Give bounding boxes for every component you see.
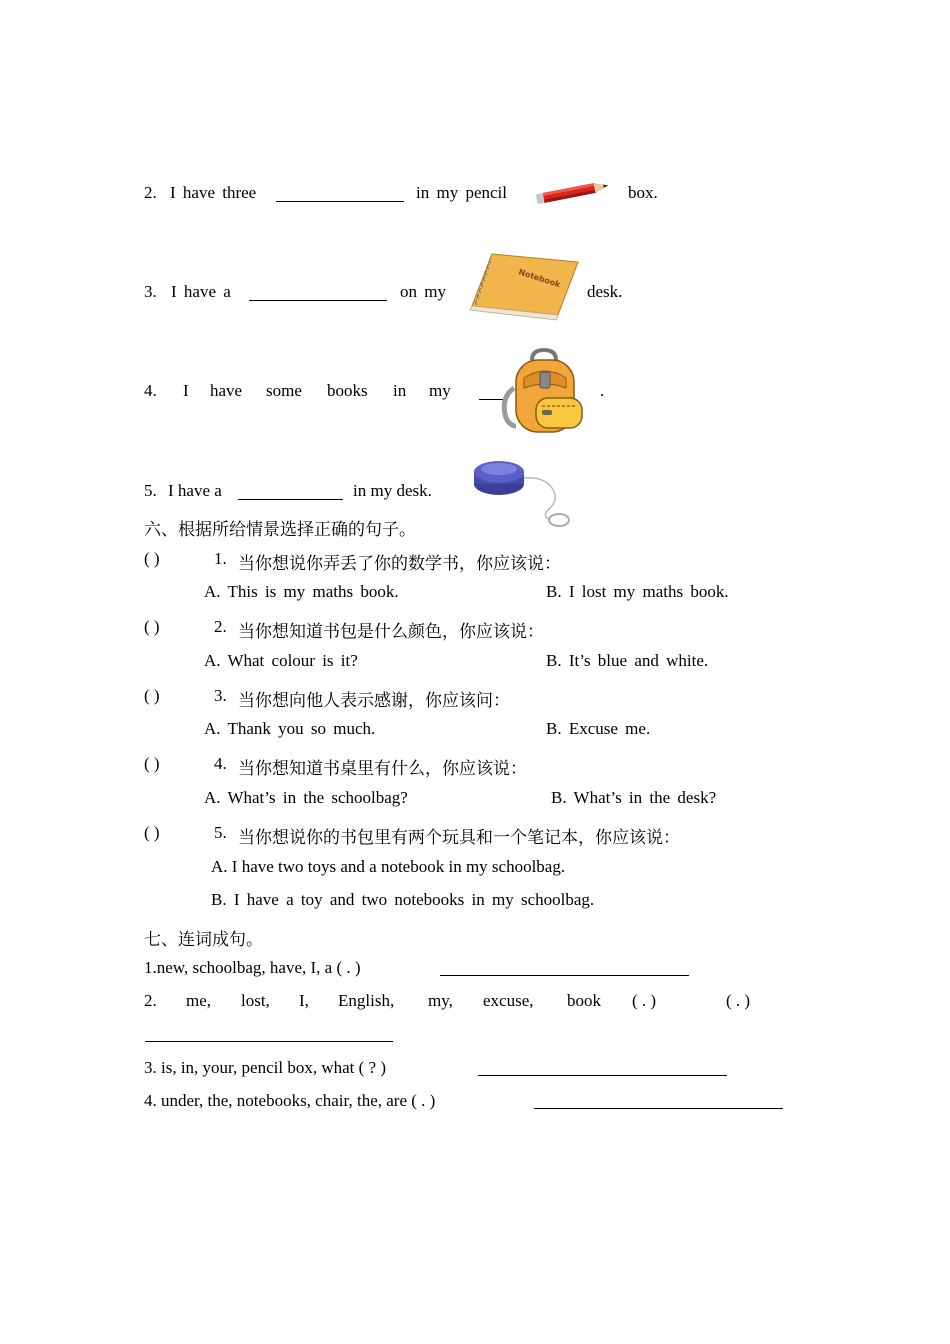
q2-text-middle: in my pencil	[416, 183, 507, 202]
option-a: A. What colour is it?	[204, 651, 358, 670]
option-a: A. This is my maths book.	[204, 582, 399, 601]
red-pencil-icon	[533, 178, 615, 206]
answer-paren[interactable]: ( )	[144, 617, 160, 636]
q4-word-2: have	[210, 381, 243, 400]
section6-heading: 六、根据所给情景选择正确的句子。	[144, 520, 416, 539]
option-b: B. Excuse me.	[546, 719, 651, 738]
question-prompt: 当你想说你的书包里有两个玩具和一个笔记本，你应该说：	[238, 828, 680, 847]
option-a: A. Thank you so much.	[204, 719, 376, 738]
q3-text-middle: on my	[400, 282, 446, 301]
option-b: B. What’s in the desk?	[551, 788, 717, 807]
q5-text-after: in my desk.	[353, 481, 432, 500]
q4-word-1: I	[183, 381, 189, 400]
word-token: English,	[338, 991, 395, 1010]
yo-yo-icon	[470, 452, 574, 532]
notebook-cover-label: Notebook	[517, 267, 562, 290]
section7-answer-line-4[interactable]	[534, 1108, 783, 1109]
answer-paren[interactable]: ( )	[144, 686, 160, 705]
section7-heading: 七、连词成句。	[144, 930, 263, 949]
question-prompt: 当你想知道书桌里有什么，你应该说：	[238, 759, 527, 778]
word-token: me,	[186, 991, 212, 1010]
answer-paren[interactable]: ( )	[144, 823, 160, 842]
q2-text-after: box.	[628, 183, 658, 202]
option-b: B. It’s blue and white.	[546, 651, 709, 670]
option-b: B. I lost my maths book.	[546, 582, 729, 601]
punctuation-hint: ( . )	[726, 991, 751, 1010]
word-token: I,	[299, 991, 309, 1010]
option-a: A. What’s in the schoolbag?	[204, 788, 408, 807]
q3-answer-blank[interactable]	[249, 300, 387, 301]
punctuation-hint: ( . )	[632, 991, 657, 1010]
word-token: lost,	[241, 991, 270, 1010]
q5-text-before: I have a	[168, 481, 222, 500]
section7-question-1: 1.new, schoolbag, have, I, a ( . )	[144, 958, 361, 977]
q4-text-after: .	[600, 381, 605, 400]
notebook-icon	[466, 252, 580, 322]
section7-answer-line-1[interactable]	[440, 975, 689, 976]
q4-number: 4.	[144, 381, 157, 400]
question-number: 4.	[214, 754, 227, 773]
q2-number: 2.	[144, 183, 157, 202]
option-a: A. I have two toys and a notebook in my schoolbag.	[211, 857, 566, 876]
word-token: 2.	[144, 991, 157, 1010]
section7-answer-line-2[interactable]	[145, 1041, 393, 1042]
q4-word-3: some	[266, 381, 302, 400]
answer-paren[interactable]: ( )	[144, 549, 160, 568]
question-prompt: 当你想知道书包是什么颜色，你应该说：	[238, 622, 544, 641]
q2-answer-blank[interactable]	[276, 201, 404, 202]
section7-answer-line-3[interactable]	[478, 1075, 727, 1076]
q3-text-after: desk.	[587, 282, 623, 301]
q2-text-before: I have three	[170, 183, 257, 202]
question-number: 3.	[214, 686, 227, 705]
question-prompt: 当你想说你弄丢了你的数学书，你应该说：	[238, 554, 561, 573]
q4-word-4: books	[327, 381, 368, 400]
q3-text-before: I have a	[171, 282, 231, 301]
schoolbag-icon	[500, 348, 586, 436]
question-number: 5.	[214, 823, 227, 842]
q5-answer-blank[interactable]	[238, 499, 343, 500]
word-token: excuse,	[483, 991, 534, 1010]
section7-question-3: 3. is, in, your, pencil box, what ( ? )	[144, 1058, 386, 1077]
question-number: 2.	[214, 617, 227, 636]
question-prompt: 当你想向他人表示感谢，你应该问：	[238, 691, 510, 710]
q4-word-5: in	[393, 381, 407, 400]
q3-number: 3.	[144, 282, 157, 301]
answer-paren[interactable]: ( )	[144, 754, 160, 773]
q5-number: 5.	[144, 481, 157, 500]
question-number: 1.	[214, 549, 227, 568]
q4-word-6: my	[429, 381, 451, 400]
option-b: B. I have a toy and two notebooks in my schoolbag.	[211, 890, 595, 909]
section7-question-4: 4. under, the, notebooks, chair, the, are ( . )	[144, 1091, 436, 1110]
word-token: book	[567, 991, 601, 1010]
word-token: my,	[428, 991, 453, 1010]
